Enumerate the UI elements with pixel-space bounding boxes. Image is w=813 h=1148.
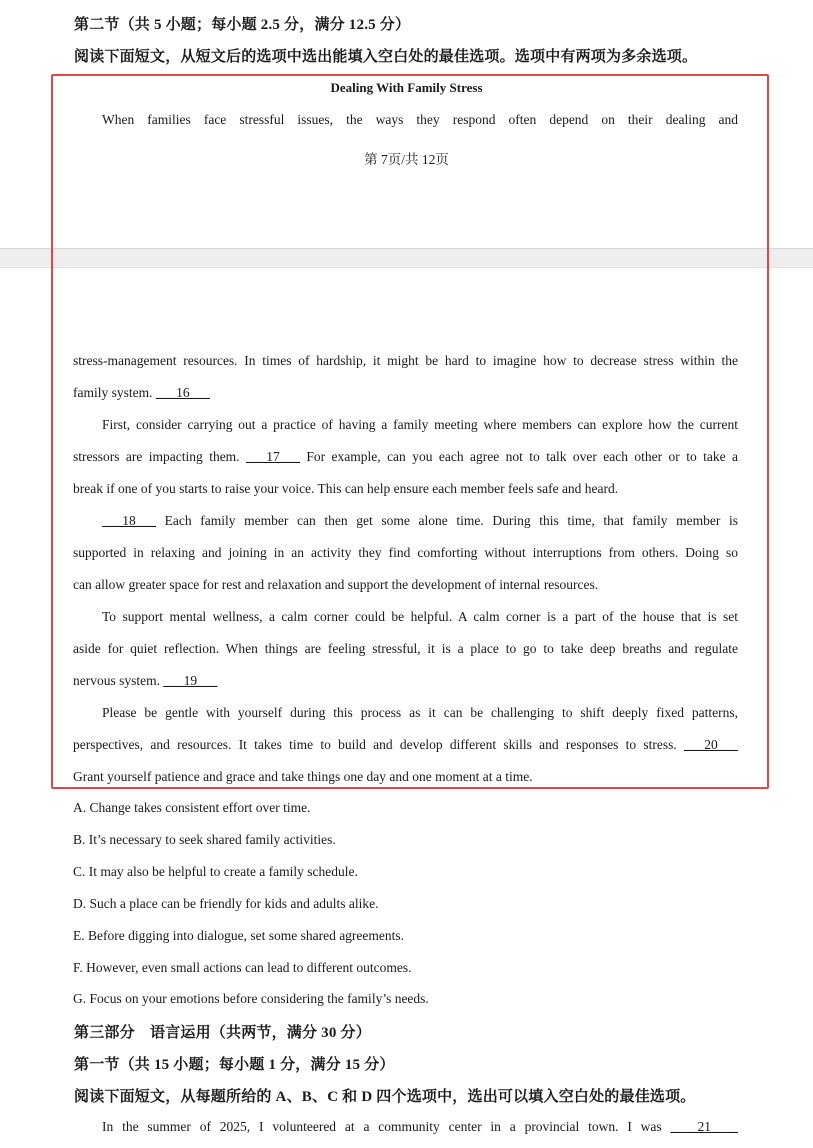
- passage-line: stressors are impacting them. ___17___ For example, can you each agree not to talk over each other or to take a: [73, 449, 738, 464]
- passage-line: break if one of you starts to raise your voice. This can help ensure each member feels safe and heard.: [73, 481, 619, 496]
- blank-16: ___16___: [155, 385, 210, 400]
- option-f: F. However, even small actions can lead to different outcomes.: [73, 960, 412, 975]
- part3-instruction: 阅读下面短文，从每题所给的 A、B、C 和 D 四个选项中，选出可以填入空白处的最佳选项。: [74, 1089, 696, 1105]
- passage-line: To support mental wellness, a calm corner could be helpful. A calm corner is a part of the house that is set: [102, 609, 738, 624]
- part3-heading: 第三部分 语言运用（共两节，满分 30 分）: [74, 1025, 371, 1041]
- passage-line: perspectives, and resources. It takes time to build and develop different skills and responses to stress. ___20___: [73, 737, 738, 752]
- passage-line: Please be gentle with yourself during this process as it can be challenging to shift deeply fixed patterns,: [102, 705, 738, 720]
- section-instruction: 阅读下面短文，从短文后的选项中选出能填入空白处的最佳选项。选项中有两项为多余选项。: [74, 49, 698, 65]
- passage-line: aside for quiet reflection. When things are feeling stressful, it is a place to go to take deep breaths and regulate: [73, 641, 738, 656]
- passage-line-1: When families face stressful issues, the ways they respond often depend on their dealing and: [102, 112, 738, 127]
- option-g: G. Focus on your emotions before considering the family’s needs.: [73, 991, 429, 1006]
- blank-19: ___19___: [163, 673, 218, 688]
- option-a: A. Change takes consistent effort over time.: [73, 800, 311, 815]
- page-footer: 第 7页/共 12页: [364, 152, 449, 167]
- passage-line: stress-management resources. In times of hardship, it might be hard to imagine how to decrease stress within the: [73, 353, 738, 368]
- passage-line: supported in relaxing and joining in an activity they find comforting without interruptions from others. Doing so: [73, 545, 738, 560]
- passage-line: nervous system. ___19___: [73, 673, 218, 688]
- passage-line: ___18___ Each family member can then get some alone time. During this time, that family member is: [102, 513, 738, 528]
- highlight-rectangle: [51, 74, 769, 789]
- passage-line: First, consider carrying out a practice of having a family meeting where members can explore how the current: [102, 417, 738, 432]
- option-c: C. It may also be helpful to create a family schedule.: [73, 864, 358, 879]
- blank-17: ___17___: [245, 449, 300, 464]
- section-heading: 第二节（共 5 小题；每小题 2.5 分，满分 12.5 分）: [74, 17, 411, 33]
- passage-title: Dealing With Family Stress: [330, 80, 483, 95]
- passage-line: can allow greater space for rest and relaxation and support the development of internal resources.: [73, 577, 599, 592]
- blank-20: ___20___: [684, 737, 738, 752]
- blank-21: ____21____: [670, 1119, 738, 1134]
- option-e: E. Before digging into dialogue, set some shared agreements.: [73, 928, 405, 943]
- blank-18: ___18___: [102, 513, 156, 528]
- option-b: B. It’s necessary to seek shared family activities.: [73, 832, 336, 847]
- option-d: D. Such a place can be friendly for kids and adults alike.: [73, 896, 379, 911]
- passage-line: Grant yourself patience and grace and take things one day and one moment at a time.: [73, 769, 533, 784]
- part3-first-line: In the summer of 2025, I volunteered at a community center in a provincial town. I was ____21____: [102, 1119, 738, 1134]
- passage-line: family system. ___16___: [73, 385, 210, 400]
- part3-subheading: 第一节（共 15 小题；每小题 1 分，满分 15 分）: [74, 1057, 395, 1073]
